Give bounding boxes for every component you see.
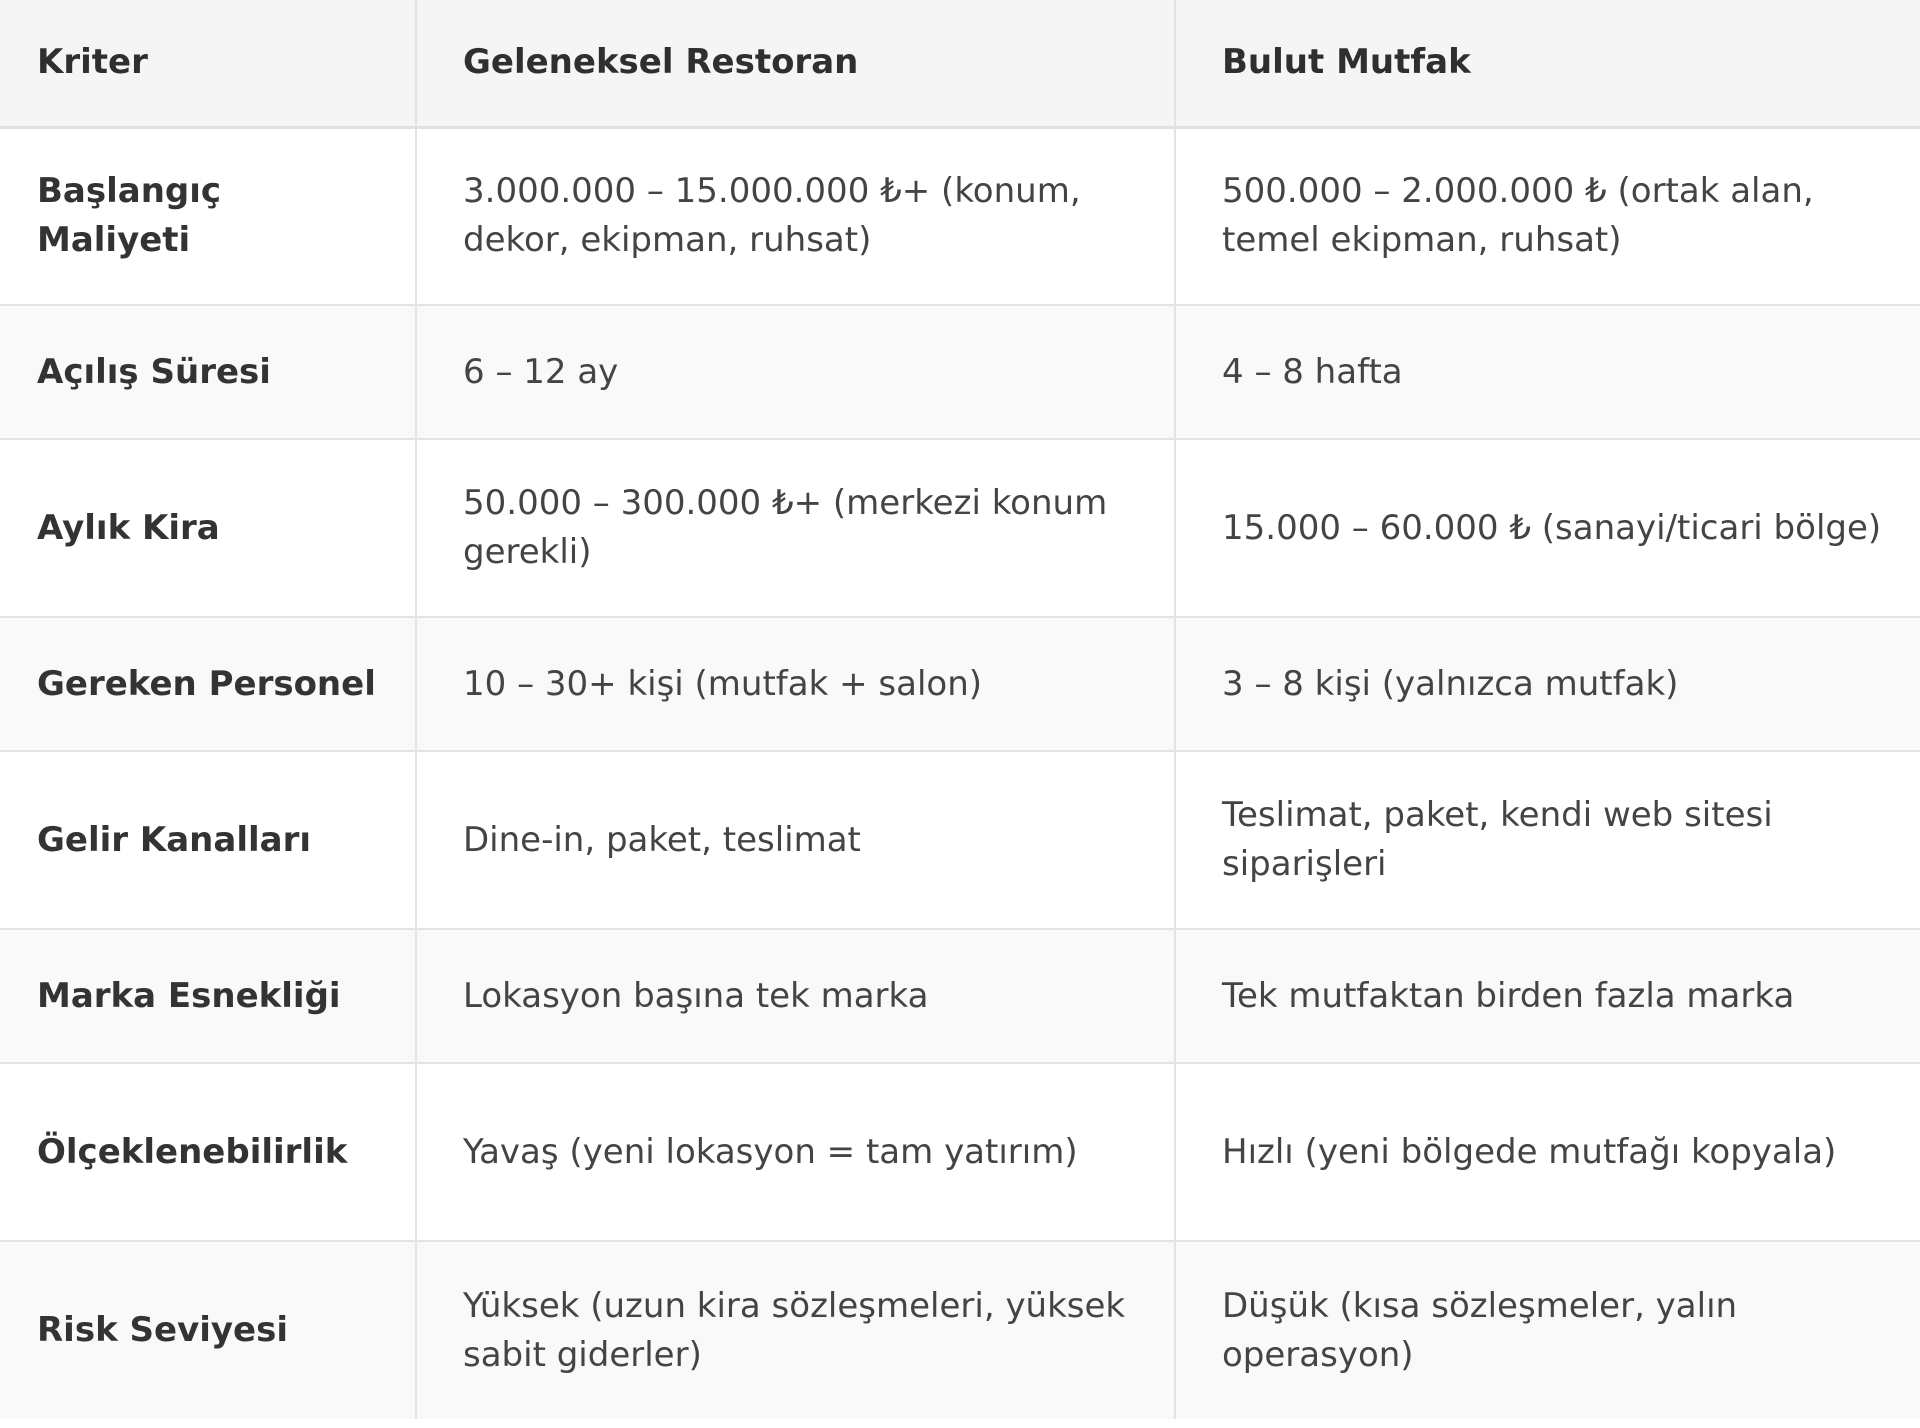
criterion-cell: Aylık Kira xyxy=(0,439,416,617)
header-criterion: Kriter xyxy=(0,0,416,127)
traditional-cell: 50.000 – 300.000 ₺+ (merkezi konum gerekli) xyxy=(416,439,1175,617)
cloud-cell: Düşük (kısa sözleşmeler, yalın operasyon) xyxy=(1222,1285,1738,1375)
table-row xyxy=(0,127,1920,305)
criterion-cell: Başlangıç Maliyeti xyxy=(0,127,416,305)
traditional-cell: Yavaş (yeni lokasyon = tam yatırım) xyxy=(416,1063,1175,1241)
cloud-cell: Hızlı (yeni bölgede mutfağı kopyala) xyxy=(1222,1131,1837,1172)
header-traditional-restaurant: Geleneksel Restoran xyxy=(416,0,1175,127)
table-row xyxy=(0,617,1920,751)
table-row xyxy=(0,1063,1920,1241)
table-row xyxy=(0,1241,1920,1419)
traditional-cell: Dine-in, paket, teslimat xyxy=(416,751,1175,929)
traditional-cell: Yüksek (uzun kira sözleşmeleri, yüksek sabit giderler) xyxy=(416,1241,1175,1419)
cloud-cell: 3 – 8 kişi (yalnızca mutfak) xyxy=(1222,663,1679,704)
traditional-cell: 3.000.000 – 15.000.000 ₺+ (konum, dekor, ekipman, ruhsat) xyxy=(416,127,1175,305)
traditional-cell: Lokasyon başına tek marka xyxy=(416,929,1175,1063)
criterion-cell: Açılış Süresi xyxy=(0,305,416,439)
criterion-cell: Gereken Personel xyxy=(0,617,416,751)
table-row xyxy=(0,439,1920,617)
table-row xyxy=(0,751,1920,929)
table-row xyxy=(0,305,1920,439)
header-cloud-kitchen: Bulut Mutfak xyxy=(1222,42,1471,83)
traditional-cell: 6 – 12 ay xyxy=(416,305,1175,439)
cloud-cell: Teslimat, paket, kendi web sitesi siparişleri xyxy=(1222,795,1773,884)
criterion-cell: Marka Esnekliği xyxy=(0,929,416,1063)
table-row xyxy=(0,929,1920,1063)
header-row xyxy=(0,0,1920,127)
criterion-cell: Risk Seviyesi xyxy=(0,1241,416,1419)
table-body xyxy=(0,127,1920,1419)
traditional-cell: 10 – 30+ kişi (mutfak + salon) xyxy=(416,617,1175,751)
cloud-cell: 15.000 – 60.000 ₺ (sanayi/ticari bölge) xyxy=(1222,507,1882,548)
table-header xyxy=(0,0,1920,127)
criterion-cell: Gelir Kanalları xyxy=(0,751,416,929)
cloud-cell: Tek mutfaktan birden fazla marka xyxy=(1222,975,1795,1016)
criterion-cell: Ölçeklenebilirlik xyxy=(0,1063,416,1241)
cloud-cell: 500.000 – 2.000.000 ₺ (ortak alan, temel ekipman, ruhsat) xyxy=(1222,171,1814,261)
cloud-cell: 4 – 8 hafta xyxy=(1222,351,1403,392)
